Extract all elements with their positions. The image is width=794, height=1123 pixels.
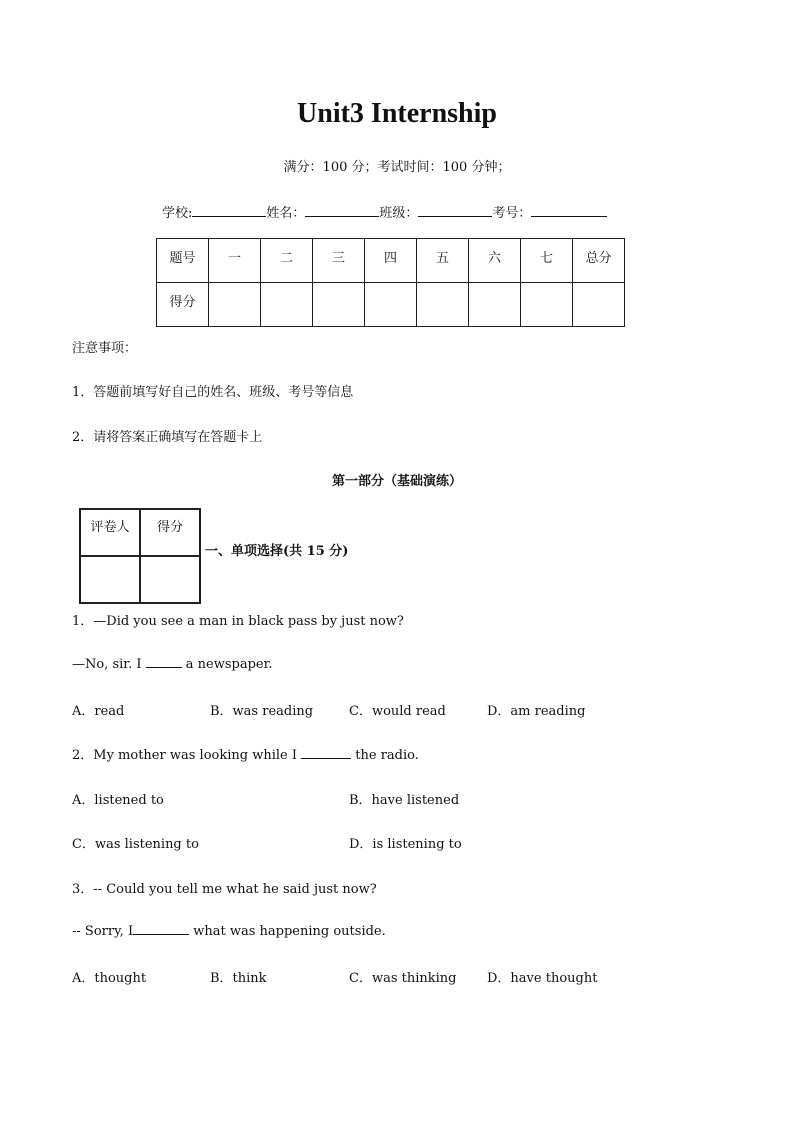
score-cell[interactable] — [469, 283, 521, 327]
stem-suffix: the radio. — [355, 748, 419, 763]
option-c[interactable]: C．was thinking — [349, 971, 457, 986]
answer-prefix: —No, sir. I — [72, 657, 142, 672]
class-label: 班级： — [379, 206, 419, 221]
option-c[interactable]: C．would read — [349, 704, 446, 719]
option-d[interactable]: D．have thought — [487, 971, 598, 986]
score-cell[interactable] — [209, 283, 261, 327]
score-cell[interactable] — [573, 283, 625, 327]
grader-score-label: 得分 — [140, 509, 200, 556]
score-header-cell: 六 — [469, 239, 521, 283]
score-cell[interactable] — [261, 283, 313, 327]
option-a[interactable]: A．read — [72, 704, 125, 719]
school-blank[interactable] — [192, 202, 266, 217]
score-row-label: 得分 — [157, 283, 209, 327]
question-stem: 3．-- Could you tell me what he said just now? — [72, 882, 377, 897]
option-c[interactable]: C．was listening to — [72, 837, 199, 852]
note-item: 2．请将答案正确填写在答题卡上 — [72, 430, 263, 445]
name-blank[interactable] — [305, 202, 379, 217]
option-a[interactable]: A．thought — [72, 971, 147, 986]
score-header-cell: 三 — [313, 239, 365, 283]
question-answer-line — [72, 655, 273, 672]
part-title: 第一部分（基础演练） — [331, 474, 462, 489]
note-item: 1．答题前填写好自己的姓名、班级、考号等信息 — [72, 385, 354, 400]
answer-suffix: a newspaper. — [185, 657, 273, 672]
score-header-cell: 四 — [365, 239, 417, 283]
score-header-cell: 五 — [417, 239, 469, 283]
page-title: Unit3 Internship — [297, 98, 497, 129]
grader-score-cell[interactable] — [140, 556, 200, 603]
score-header-cell: 总分 — [573, 239, 625, 283]
notes-heading: 注意事项： — [72, 341, 138, 356]
score-cell[interactable] — [313, 283, 365, 327]
option-b[interactable]: B．was reading — [210, 704, 314, 719]
answer-blank[interactable] — [301, 746, 351, 759]
answer-blank[interactable] — [146, 655, 182, 668]
option-a[interactable]: A．listened to — [72, 793, 164, 808]
stem-prefix: 2．My mother was looking while I — [72, 748, 297, 763]
score-cell[interactable] — [521, 283, 573, 327]
grader-label: 评卷人 — [80, 509, 140, 556]
option-d[interactable]: D．am reading — [487, 704, 586, 719]
score-cell[interactable] — [365, 283, 417, 327]
score-table-score-row — [157, 283, 625, 327]
score-header-cell: 二 — [261, 239, 313, 283]
question-answer-line — [72, 922, 386, 939]
question-stem: 1．—Did you see a man in black pass by just now? — [72, 614, 404, 629]
option-b[interactable]: B．have listened — [349, 793, 460, 808]
score-header-cell: 七 — [521, 239, 573, 283]
grader-table — [79, 508, 201, 604]
option-d[interactable]: D．is listening to — [349, 837, 462, 852]
answer-blank[interactable] — [133, 922, 189, 935]
score-header-cell: 一 — [209, 239, 261, 283]
answer-suffix: what was happening outside. — [193, 924, 386, 939]
exam-no-blank[interactable] — [531, 202, 607, 217]
score-cell[interactable] — [417, 283, 469, 327]
student-info-line — [162, 202, 607, 221]
school-label: 学校: — [162, 206, 193, 221]
score-table-header-row — [157, 239, 625, 283]
exam-subtitle: 满分：100 分；考试时间：100 分钟； — [283, 160, 511, 175]
score-table — [156, 238, 625, 327]
section-title: 一、单项选择(共 15 分) — [205, 544, 349, 559]
name-label: 姓名： — [266, 206, 306, 221]
option-b[interactable]: B．think — [210, 971, 267, 986]
answer-prefix: -- Sorry, I — [72, 924, 134, 939]
exam-no-label: 考号： — [492, 206, 532, 221]
score-header-cell: 题号 — [157, 239, 209, 283]
class-blank[interactable] — [418, 202, 492, 217]
question-stem — [72, 744, 419, 763]
grader-cell[interactable] — [80, 556, 140, 603]
